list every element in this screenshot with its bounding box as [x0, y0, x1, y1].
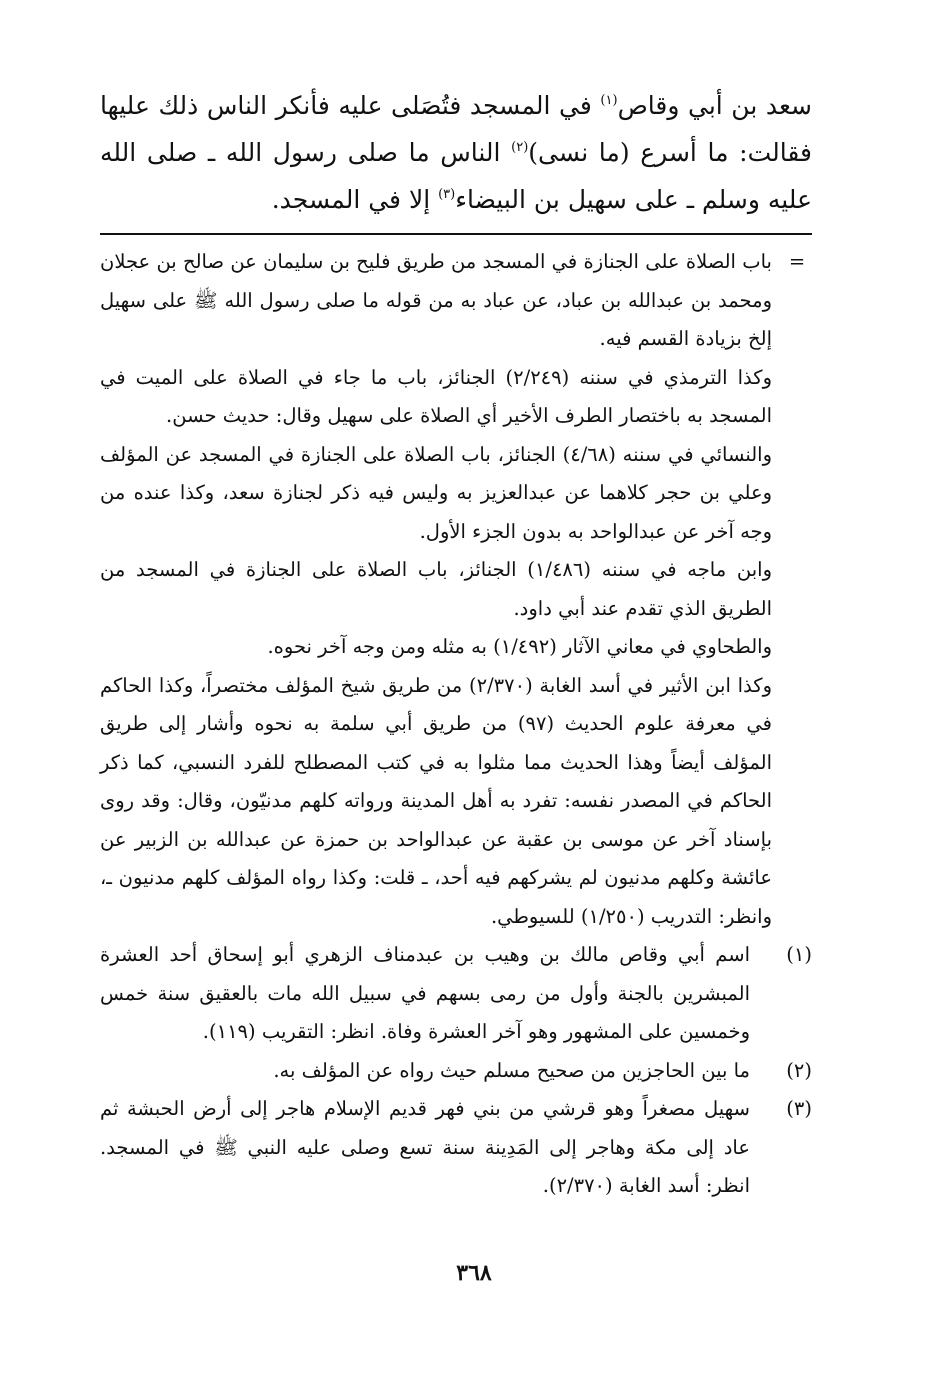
continuation-paragraph: وكذا ابن الأثير في أسد الغابة (٢/٣٧٠) من طريق شيخ المؤلف مختصراً، وكذا الحاكم في معرفة علوم الحديث (٩٧) من طريق أبي سلمة به نحوه وأشار إلى طريق المؤلف أيضاً وهذا الحديث مما مثلوا به في كتب المصطلح للفرد النسبي، كما ذكر الحاكم في المصدر نفسه: تفرد به أهل المدينة ورواته كلهم مدنيّون، وقال: وقد روى بإسناد آخر عن موسى بن عقبة عن عبدالواحد بن حمزة عن عبدالله بن الزبير عن عائشة وكلهم مدنيون لم يشركهم فيه أحد، ـ قلت: وكذا رواه المؤلف كلهم مدنيون ـ، وانظر: التدريب (١/٢٥٠) للسيوطي. — [100, 673, 773, 928]
main-text-part-1: سعد بن أبي وقاص — [617, 91, 812, 120]
continuation-paragraph: باب الصلاة على الجنازة في المسجد من طريق فليح بن سليمان عن صالح بن عجلان ومحمد بن عبدالله بن عباد، عن عباد به من قوله ما صلى رسول الله ﷺ على سهيل إلخ بزيادة القسم فيه. — [100, 250, 772, 350]
footnote-ref-2: (٢) — [511, 140, 529, 155]
footnote-text: سهيل مصغراً وهو قرشي من بني فهر قديم الإسلام هاجر إلى أرض الحبشة ثم عاد إلى مكة وهاجر إلى المَدِينة سنة تسع وصلى عليه النبي ﷺ في المسجد. انظر: أسد الغابة (٢/٣٧٠). — [100, 1097, 750, 1197]
footnote-divider — [100, 233, 812, 235]
page-content — [100, 82, 812, 1206]
page-number: ٣٦٨ — [456, 1260, 492, 1286]
footnote-ref-1: (١) — [600, 93, 618, 108]
footnote-number: (٢) — [786, 1058, 812, 1082]
continuation-paragraph: والطحاوي في معاني الآثار (١/٤٩٢) به مثله ومن وجه آخر نحوه. — [267, 635, 772, 658]
footnote-number: (١) — [786, 943, 812, 966]
continued-footnote — [100, 243, 812, 936]
footnote-text: اسم أبي وقاص مالك بن وهيب بن عبدمناف الزهري أبو إسحاق أحد العشرة المبشرين بالجنة وأول من رمى بسهم في سبيل الله مات بالعقيق سنة خمس وخمسين على المشهور وهو آخر العشرة وفاة. انظر: التقريب (١١٩). — [100, 943, 750, 1043]
continuation-paragraph: والنسائي في سننه (٤/٦٨) الجنائز، باب الصلاة على الجنازة في المسجد عن المؤلف وعلي بن حجر كلاهما عن عبدالعزيز به وليس فيه ذكر لجنازة سعد، وكذا عنده من وجه آخر عن عبدالواحد به بدون الجزء الأول. — [100, 442, 772, 543]
main-text-part-2: في المسجد فتُصَلى عليه فأنكر الناس ذلك عليها فقالت: ما أسرع (ما نسى) — [100, 91, 812, 167]
main-text — [100, 82, 812, 223]
continuation-paragraph: وكذا الترمذي في سننه (٢/٢٤٩) الجنائز، باب ما جاء في الصلاة على الميت في المسجد به باختصار الطرف الأخير أي الصلاة على سهيل وقال: حديث حسن. — [100, 365, 772, 427]
footnote-3 — [100, 1090, 812, 1206]
footnote-2 — [100, 1052, 812, 1091]
continuation-mark: = — [788, 250, 806, 273]
footnotes-section — [100, 243, 812, 1206]
footnote-ref-3: (٣) — [438, 187, 456, 202]
continuation-paragraph: وابن ماجه في سننه (١/٤٨٦) الجنائز، باب الصلاة على الجنازة في المسجد من الطريق الذي تقدم عند أبي داود. — [100, 558, 772, 620]
footnote-number: (٣) — [786, 1097, 812, 1120]
footnote-1 — [100, 936, 812, 1052]
footnote-text: ما بين الحاجزين من صحيح مسلم حيث رواه عن المؤلف به. — [273, 1058, 750, 1082]
main-text-part-3: الناس ما صلى رسول الله ـ صلى الله عليه وسلم ـ على سهيل بن البيضاء — [100, 138, 812, 214]
main-text-part-4: إلا في المسجد. — [271, 185, 439, 214]
